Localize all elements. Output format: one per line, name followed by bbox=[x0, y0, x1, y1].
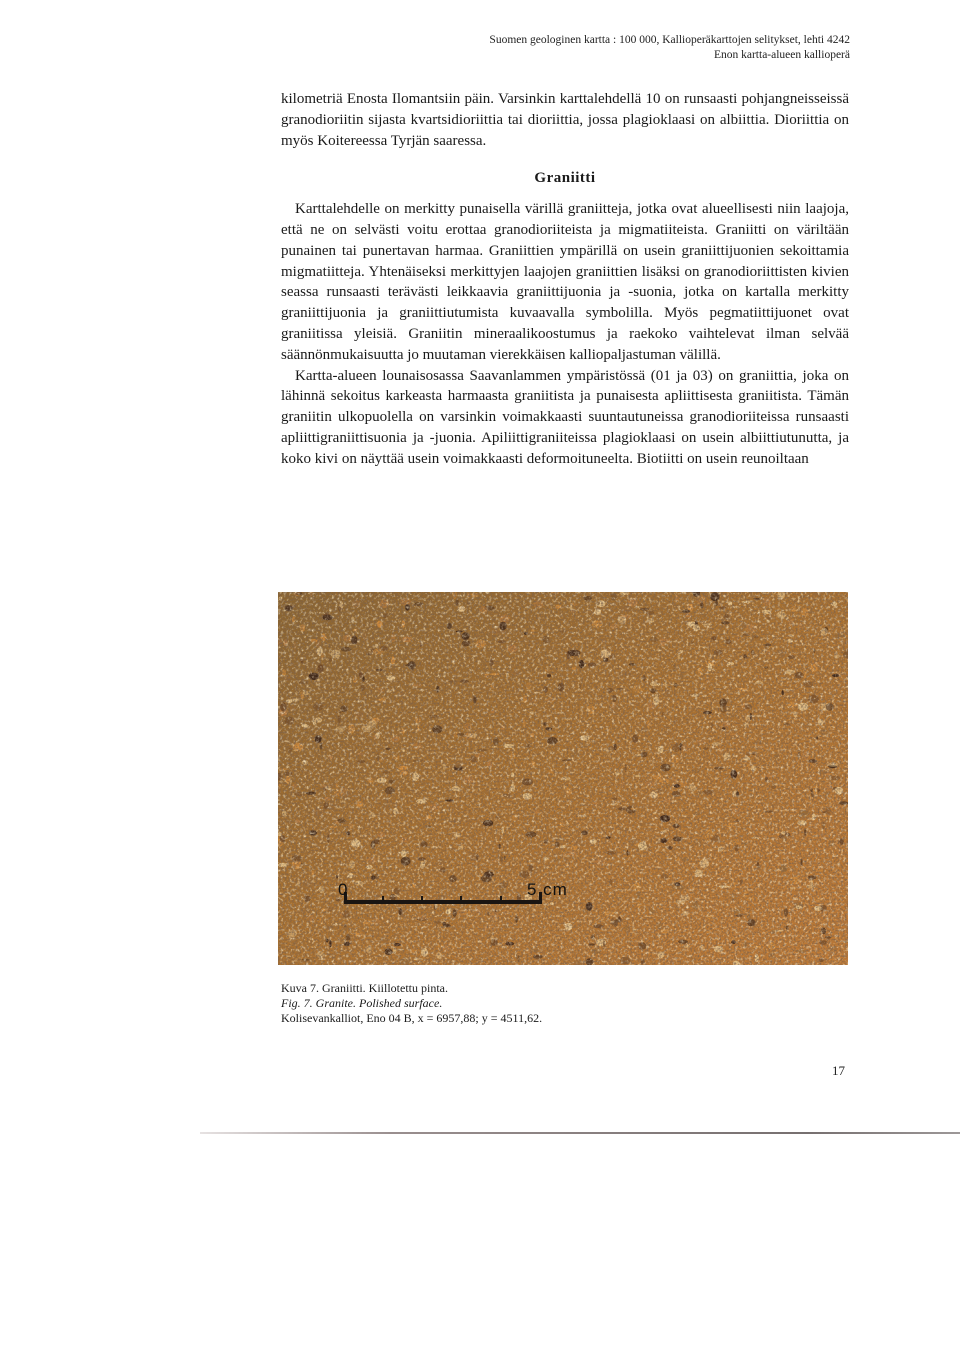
scan-edge-line bbox=[200, 1132, 960, 1134]
header-series-title: Suomen geologinen kartta : 100 000, Kallioperäkarttojen selitykset, lehti 4242 bbox=[489, 34, 850, 46]
page-number: 17 bbox=[832, 1063, 845, 1078]
caption-finnish: Kuva 7. Graniitti. Kiillotettu pinta. bbox=[281, 981, 448, 995]
caption-english: Fig. 7. Granite. Polished surface. bbox=[281, 996, 443, 1010]
granite-texture bbox=[278, 592, 848, 965]
caption-location: Kolisevankalliot, Eno 04 B, x = 6957,88; y = 4511,62. bbox=[281, 1011, 543, 1025]
main-text bbox=[281, 89, 849, 470]
granite-photo bbox=[278, 592, 848, 965]
figure-caption bbox=[281, 981, 841, 1026]
header-map-area: Enon kartta-alueen kallioperä bbox=[713, 49, 850, 61]
intro-paragraph: kilometriä Enosta Ilomantsiin päin. Varsinkin karttalehdellä 10 on runsaasti pohjangneisseissä granodioriitin sijasta kvartsidioriittia tai dioriittia, jossa plagioklaasi on albiittia. Dioriittia on myös Koitereessa Tyrjän saaressa. bbox=[281, 91, 849, 149]
scale-bar-end-label: 5 cm bbox=[527, 880, 568, 899]
scale-bar-start-label: 0 bbox=[338, 880, 349, 899]
granite-paragraph-2: Kartta-alueen lounaisosassa Saavanlammen ympäristössä (01 ja 03) on graniittia, joka on lähinnä sekoitus karkeasta harmaasta graniitista ja punaisesta apliittisesta graniitista. Tämän graniitin ulkopuolella on varsinkin voimakkaasti suuntautuneissa granodioriiteissa runsaasti apliittigraniittisuonia ja -juonia. Apiliittigraniiteissa plagioklaasi on usein albiittiutunutta, ja koko kivi on näyttää usein voimakkaasti deformoituneelta. Biotiitti on usein reunoiltaan bbox=[281, 367, 849, 467]
granite-paragraph-1: Karttalehdelle on merkitty punaisella värillä graniitteja, jotka ovat alueellisesti niin laajoja, että ne on selvästi voitu erottaa granodioriiteista ja migmatiiteista. Graniitti on väriltään punainen tai punertavan harmaa. Graniittien ympärillä on usein graniittijuonien sekoittamia migmatiitteja. Yhtenäiseksi merkittyjen laajojen graniittien lisäksi on granodioriittisten kivien seassa runsaasti terävästi leikkaavia graniittijuonia ja -suonia, jotka on kartalla merkitty graniittijuonia ja graniittiutumista kuvaavalla symbolilla. Myös pegmatiittijuonet ovat graniitissa yleisiä. Graniitin mineraalikoostumus ja raekoko vaihtelevat ilman selvää säännönmukaisuutta jo muutaman vierekkäisen kalliopaljastuman välillä. bbox=[281, 201, 849, 363]
section-heading-graniitti: Graniitti bbox=[534, 170, 596, 187]
running-header bbox=[330, 33, 850, 63]
